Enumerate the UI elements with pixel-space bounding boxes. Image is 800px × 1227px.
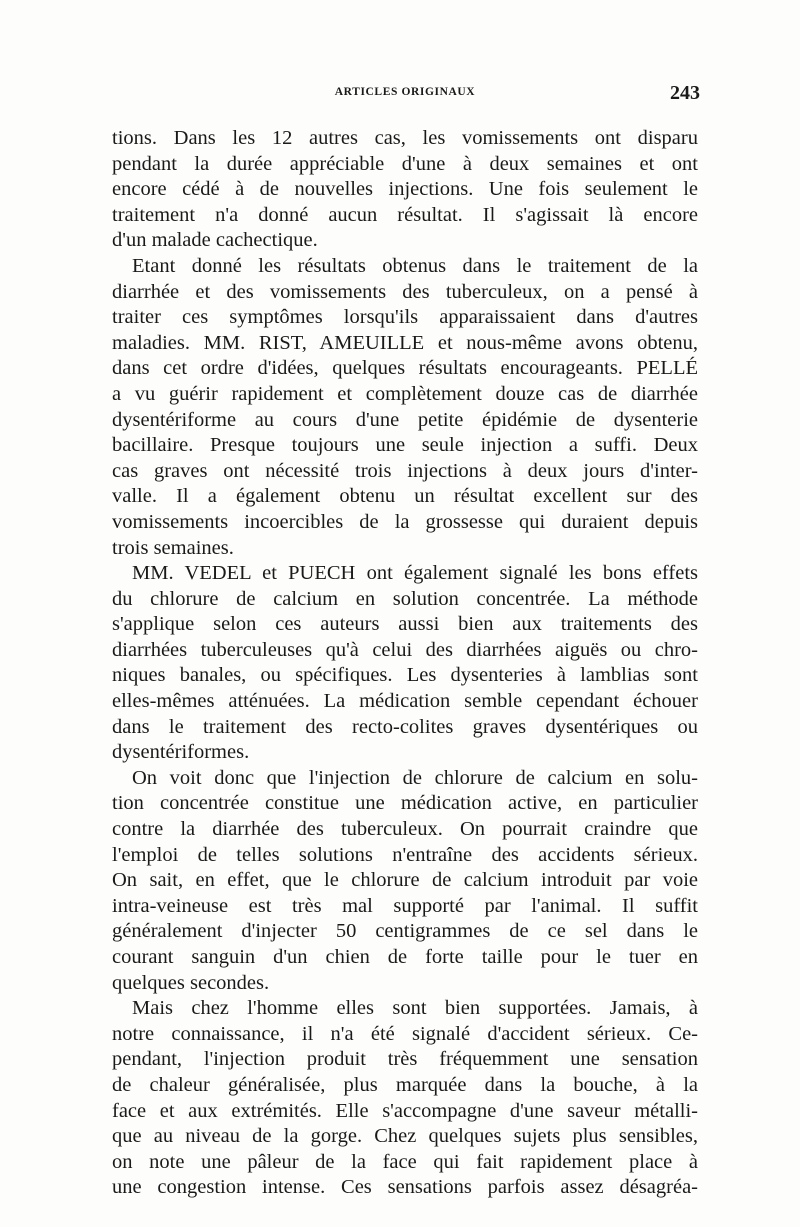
text-line: tions. Dans les 12 autres cas, les vomissements ont disparu — [112, 127, 698, 149]
text-line: dysentériforme au cours d'une petite épidémie de dysenterie — [112, 408, 698, 431]
text-line: pendant la durée appréciable d'une à deux semaines et ont — [112, 152, 698, 175]
text-line: une congestion intense. Ces sensations parfois assez désagréa- — [112, 1176, 698, 1199]
text-line: diarrhée et des vomissements des tuberculeux, on a pensé à — [112, 280, 698, 303]
text-line: bacillaire. Presque toujours une seule injection a suffi. Deux — [112, 434, 698, 457]
text-line: encore cédé à de nouvelles injections. Une fois seulement le — [112, 178, 698, 201]
text-line: notre connaissance, il n'a été signalé d'accident sérieux. Ce- — [112, 1022, 698, 1045]
text-line: niques banales, ou spécifiques. Les dysenteries à lamblias sont — [112, 664, 698, 687]
running-head: ARTICLES ORIGINAUX — [334, 86, 476, 98]
text-line: On sait, en effet, que le chlorure de calcium introduit par voie — [112, 869, 698, 892]
text-line: trois semaines. — [112, 536, 234, 559]
text-line: s'applique selon ces auteurs aussi bien aux traitements des — [112, 613, 698, 636]
text-line: cas graves ont nécessité trois injections à deux jours d'inter- — [112, 459, 698, 482]
text-line: MM. VEDEL et PUECH ont également signalé les bons effets — [132, 562, 698, 585]
text-line: dysentériformes. — [112, 741, 250, 764]
text-line: maladies. MM. RIST, AMEUILLE et nous-même avons obtenu, — [112, 331, 698, 354]
text-line: du chlorure de calcium en solution concentrée. La méthode — [112, 587, 698, 610]
text-line: d'un malade cachectique. — [112, 229, 318, 252]
body-text — [112, 126, 698, 1201]
text-line: dans cet ordre d'idées, quelques résultats encourageants. PELLÉ — [112, 357, 698, 380]
text-line: Mais chez l'homme elles sont bien supportées. Jamais, à — [132, 997, 698, 1020]
text-line: que au niveau de la gorge. Chez quelques sujets plus sensibles, — [112, 1125, 698, 1148]
text-line: on note une pâleur de la face qui fait rapidement place à — [112, 1150, 698, 1173]
text-line: On voit donc que l'injection de chlorure de calcium en solu- — [132, 766, 698, 789]
page-number: 243 — [670, 82, 700, 104]
text-line: tion concentrée constitue une médication active, en particulier — [112, 792, 698, 815]
text-line: diarrhées tuberculeuses qu'à celui des diarrhées aiguës ou chro- — [112, 638, 698, 661]
text-line: a vu guérir rapidement et complètement douze cas de diarrhée — [112, 382, 698, 405]
page-header — [110, 82, 700, 106]
text-line: Etant donné les résultats obtenus dans le traitement de la — [132, 254, 698, 277]
text-line: valle. Il a également obtenu un résultat excellent sur des — [112, 485, 698, 508]
text-line: elles-mêmes atténuées. La médication semble cependant échouer — [112, 690, 698, 713]
text-line: face et aux extrémités. Elle s'accompagne d'une saveur métalli- — [112, 1099, 698, 1122]
text-line: quelques secondes. — [112, 971, 270, 994]
text-line: traiter ces symptômes lorsqu'ils apparaissaient dans d'autres — [112, 306, 698, 329]
text-line: pendant, l'injection produit très fréquemment une sensation — [112, 1048, 698, 1071]
text-line: vomissements incoercibles de la grossesse qui duraient depuis — [112, 510, 698, 533]
text-line: contre la diarrhée des tuberculeux. On pourrait craindre que — [112, 818, 698, 841]
text-line: de chaleur généralisée, plus marquée dans la bouche, à la — [112, 1073, 698, 1096]
text-line: dans le traitement des recto-colites graves dysentériques ou — [112, 715, 698, 738]
text-line: intra-veineuse est très mal supporté par l'animal. Il suffit — [112, 894, 698, 917]
text-line: généralement d'injecter 50 centigrammes de ce sel dans le — [112, 920, 698, 943]
text-line: traitement n'a donné aucun résultat. Il s'agissait là encore — [112, 203, 698, 226]
text-line: courant sanguin d'un chien de forte taille pour le tuer en — [112, 946, 698, 968]
text-line: l'emploi de telles solutions n'entraîne des accidents sérieux. — [112, 843, 698, 866]
